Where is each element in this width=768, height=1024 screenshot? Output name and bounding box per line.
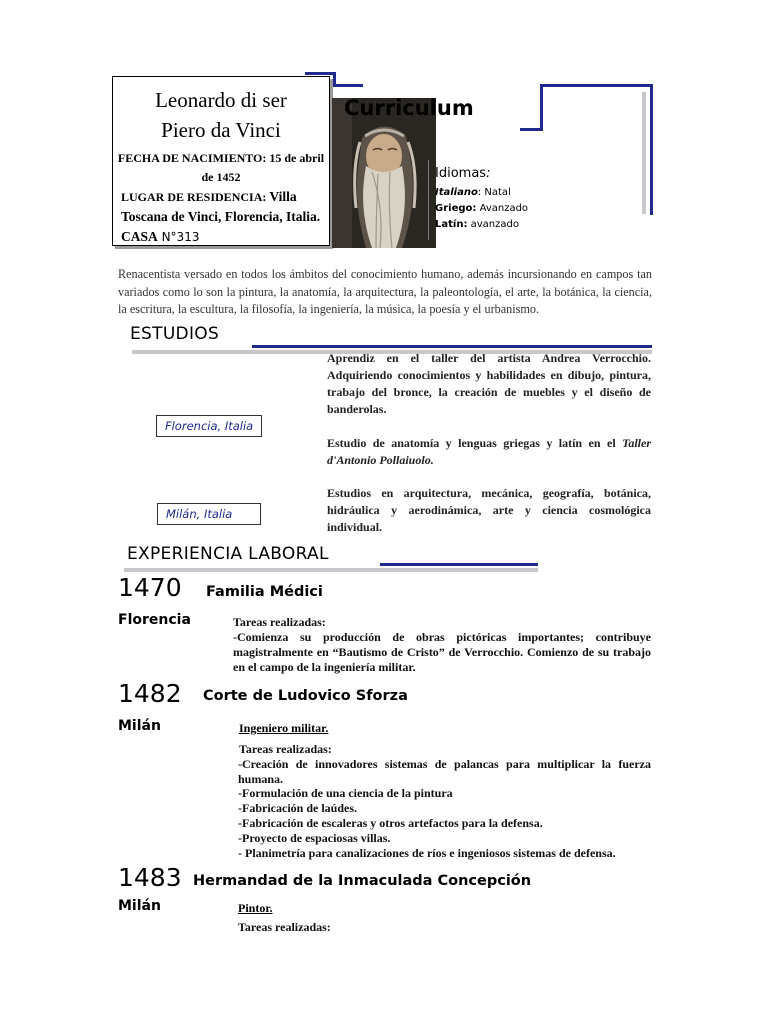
studies-paragraph-2: Estudio de anatomía y lenguas griegas y latín en el Taller d'Antonio Pollaiuolo. — [327, 436, 651, 467]
experience-org: Corte de Ludovico Sforza — [203, 688, 408, 704]
tasks-label: Tareas realizadas: — [239, 742, 332, 756]
residence — [113, 187, 329, 247]
task-item: -Fabricación de laúdes. — [238, 801, 357, 815]
decor-line — [650, 84, 653, 215]
full-name — [113, 85, 329, 145]
place-box-florencia: Florencia, Italia — [156, 415, 262, 437]
task-item: -Formulación de una ciencia de la pintura — [238, 786, 453, 800]
cv-title: Curriculum — [344, 96, 474, 120]
portrait-image — [332, 98, 436, 248]
task-item: - Planimetría para canalizaciones de ríos e ingeniosos sistemas de defensa. — [238, 846, 616, 860]
decor-line — [305, 72, 335, 75]
task-item: -Proyecto de espaciosas villas. — [238, 831, 391, 845]
section-rule — [124, 568, 538, 572]
languages-title: Idiomas: — [435, 166, 491, 181]
experience-title: EXPERIENCIA LABORAL — [127, 544, 329, 564]
experience-city: Milán — [118, 718, 161, 734]
residence-label: LUGAR DE RESIDENCIA: — [121, 190, 270, 204]
decor-line — [540, 84, 653, 87]
experience-role: Pintor. — [238, 901, 273, 915]
section-rule — [252, 345, 652, 348]
section-rule — [380, 563, 538, 566]
task-item: -Comienza su producción de obras pictóricas importantes; contribuye magistralmente en “Bautismo de Cristo” de Verrocchio. Comienzo de su trabajo en el campo de la ingeniería militar. — [233, 630, 651, 674]
studies-paragraph-1: Aprendiz en el taller del artista Andrea Verrocchio. Adquiriendo conocimientos y habilidades en dibujo, pintura, trabajo del bronce, la creación de muebles y el diseño de banderolas. — [327, 351, 651, 416]
experience-year: 1483 — [118, 863, 182, 892]
language-row: Latín: avanzado — [435, 219, 519, 230]
experience-year: 1482 — [118, 679, 182, 708]
intro-paragraph: Renacentista versado en todos los ámbitos del conocimiento humano, además incursionando en campos tan variados como lo son la pintura, la anatomía, la arquitectura, la paleontología, el arte, la botánica, la ciencia, la escritura, la escultura, la filosofía, la ingeniería, la música, la poesía y el urbanismo. — [118, 267, 652, 316]
language-row: Italiano: Natal — [435, 187, 511, 198]
name-line-2: Piero da Vinci — [161, 118, 281, 142]
experience-role: Ingeniero militar. — [239, 721, 329, 735]
task-item: -Creación de innovadores sistemas de palancas para multiplicar la fuerza humana. — [238, 757, 651, 786]
decor-line — [520, 128, 542, 131]
tasks-label: Tareas realizadas: — [233, 615, 326, 629]
decor-line — [540, 86, 543, 131]
studies-paragraph-3: Estudios en arquitectura, mecánica, geografía, botánica, hidráulica y aerodinámica, arte y ciencia cosmológica individual. — [327, 486, 651, 534]
language-row: Griego: Avanzado — [435, 203, 529, 214]
residence-value: Villa Toscana de Vinci, Florencia, Italia. CASA — [121, 189, 321, 244]
task-item: -Fabricación de escaleras y otros artefactos para la defensa. — [238, 816, 543, 830]
experience-year: 1470 — [118, 573, 182, 602]
name-line-1: Leonardo di ser — [155, 88, 287, 112]
experience-city: Milán — [118, 898, 161, 914]
decor-line — [333, 84, 363, 87]
studies-title: ESTUDIOS — [130, 324, 220, 344]
decor-line — [642, 92, 646, 214]
house-number: N°313 — [157, 230, 200, 244]
experience-org: Familia Médici — [206, 584, 323, 600]
experience-city: Florencia — [118, 612, 191, 628]
name-box — [112, 76, 330, 246]
experience-org: Hermandad de la Inmaculada Concepción — [193, 873, 532, 889]
languages-panel — [428, 160, 639, 240]
tasks-label: Tareas realizadas: — [238, 920, 331, 934]
place-box-milan: Milán, Italia — [157, 503, 261, 525]
birth-date: FECHA DE NACIMIENTO: 15 de abril de 1452 — [117, 151, 325, 184]
